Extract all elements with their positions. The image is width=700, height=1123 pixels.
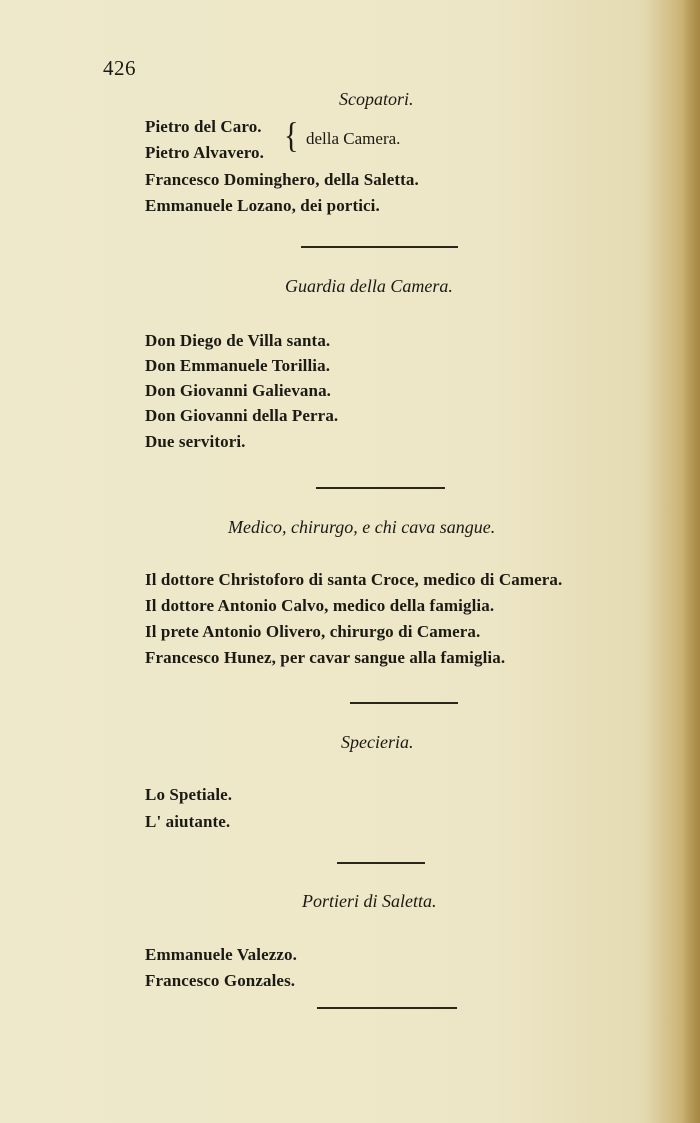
section-heading-specieria: Specieria. <box>341 732 414 752</box>
text-line: Francesco Hunez, per cavar sangue alla famiglia. <box>145 648 506 667</box>
text-line: Il dottore Christoforo di santa Croce, medico di Camera. <box>145 570 563 589</box>
braced-name-line: Pietro Alvavero. <box>145 143 264 162</box>
page-edge-shadow <box>682 0 700 1123</box>
text-line: Don Emmanuele Torillia. <box>145 356 331 375</box>
text-line: Francesco Gonzales. <box>145 971 296 990</box>
text-line: L' aiutante. <box>145 812 231 831</box>
section-heading-portieri: Portieri di Saletta. <box>302 891 437 911</box>
text-line: Emmanuele Lozano, dei portici. <box>145 196 380 215</box>
text-line: Don Giovanni Galievana. <box>145 381 332 400</box>
section-divider <box>337 862 425 864</box>
braced-group-label: della Camera. <box>306 129 401 148</box>
text-line: Due servitori. <box>145 432 246 451</box>
section-heading-guardia: Guardia della Camera. <box>285 276 453 296</box>
text-line: Il prete Antonio Olivero, chirurgo di Camera. <box>145 622 481 641</box>
text-line: Lo Spetiale. <box>145 785 233 804</box>
section-divider <box>316 487 445 489</box>
section-heading-scopatori: Scopatori. <box>339 89 414 109</box>
section-divider <box>301 246 458 248</box>
page-number: 426 <box>103 56 136 80</box>
text-line: Don Giovanni della Perra. <box>145 406 339 425</box>
section-heading-medico: Medico, chirurgo, e chi cava sangue. <box>228 517 496 537</box>
section-divider <box>350 702 458 704</box>
text-line: Emmanuele Valezzo. <box>145 945 297 964</box>
text-line: Il dottore Antonio Calvo, medico della famiglia. <box>145 596 495 615</box>
braced-name-line: Pietro del Caro. <box>145 117 262 136</box>
text-line: Francesco Dominghero, della Saletta. <box>145 170 419 189</box>
curly-brace-symbol: { <box>284 115 299 156</box>
section-divider <box>317 1007 457 1009</box>
text-line: Don Diego de Villa santa. <box>145 331 331 350</box>
